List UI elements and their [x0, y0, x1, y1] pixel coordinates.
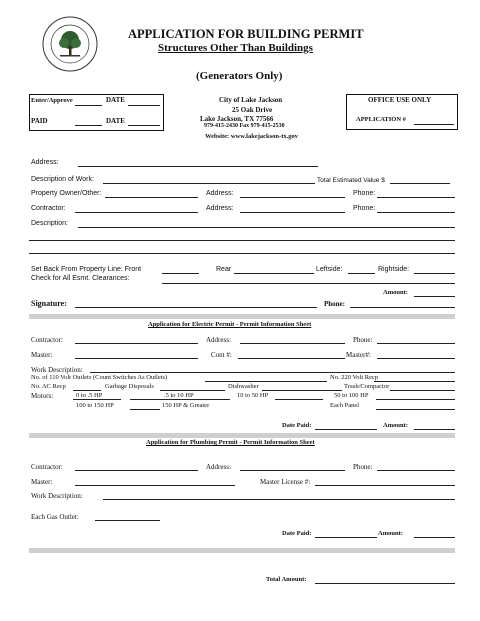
city-state-zip: Lake Jackson, TX 77566: [200, 115, 274, 123]
amount-label-1: Amount:: [383, 289, 408, 296]
owner-phone-label: Phone:: [353, 190, 376, 197]
total-estimated-value-field[interactable]: [390, 183, 450, 184]
each-panel-field[interactable]: [376, 409, 455, 410]
address-label: Address:: [31, 159, 59, 166]
motors-0-5-label: 0 to .5 HP: [76, 392, 103, 399]
motors-label: Motors:: [31, 392, 54, 400]
electric-amount-field[interactable]: [414, 429, 455, 430]
plumbing-contractor-label: Contractor:: [31, 463, 63, 471]
dishwasher-field[interactable]: [262, 390, 342, 391]
application-number-label: APPLICATION #: [356, 116, 406, 123]
signature-phone-label: Phone:: [324, 300, 345, 308]
setback-front-field[interactable]: [162, 273, 199, 274]
ac-recp-label: No. AC Recp: [31, 383, 66, 390]
plumbing-address-label: Address:: [206, 463, 231, 471]
plumbing-phone-field[interactable]: [377, 470, 455, 471]
enter-approve-field[interactable]: [75, 105, 102, 106]
total-amount-field[interactable]: [315, 583, 455, 584]
gas-outlet-label: Each Gas Outlet:: [31, 513, 79, 521]
city-name: City of Lake Jackson: [219, 96, 283, 104]
trash-compactor-label: Trash/Compactor: [344, 383, 390, 390]
electric-master-number-label: Master#:: [346, 351, 371, 359]
form-subtitle-generators: (Generators Only): [196, 70, 283, 82]
electric-date-paid-label: Date Paid:: [282, 422, 312, 429]
contractor-address-label: Address:: [206, 205, 234, 212]
setback-leftside-label: Leftside:: [316, 266, 343, 273]
setback-leftside-field[interactable]: [348, 273, 375, 274]
description-of-work-field[interactable]: [103, 183, 315, 184]
gas-outlet-field[interactable]: [95, 520, 160, 521]
description-field-1[interactable]: [78, 227, 455, 228]
electric-phone-field[interactable]: [377, 343, 455, 344]
motors-10-50-field[interactable]: [275, 399, 323, 400]
trash-compactor-field[interactable]: [390, 390, 455, 391]
motors-0-5-field[interactable]: [73, 399, 121, 400]
motors-5-10-field[interactable]: [130, 399, 230, 400]
city-street: 25 Oak Drive: [232, 106, 273, 114]
city-seal-logo: [42, 16, 98, 72]
motors-50-100-field[interactable]: [376, 399, 455, 400]
owner-phone-field[interactable]: [377, 197, 455, 198]
city-website: Website: www.lakejackson-tx.gov: [205, 133, 298, 140]
plumbing-master-license-field[interactable]: [315, 485, 455, 486]
motors-50-100-label: 50 to 100 HP: [334, 392, 369, 399]
motors-100-150-label: 100 to 150 HP: [76, 402, 114, 409]
plumbing-date-paid-label: Date Paid:: [282, 530, 312, 537]
address-field[interactable]: [78, 166, 318, 167]
plumbing-work-description-field[interactable]: [103, 499, 455, 500]
enter-approve-label: Enter/Approve: [31, 97, 73, 104]
electric-master-label: Master:: [31, 351, 53, 359]
motors-100-150-field[interactable]: [130, 409, 160, 410]
description-label: Description:: [31, 220, 68, 227]
form-title: APPLICATION FOR BUILDING PERMIT: [128, 27, 364, 41]
section-divider-plumbing: [29, 433, 455, 438]
owner-address-field[interactable]: [240, 197, 345, 198]
motors-5-10-label: .5 to 10 HP: [164, 392, 194, 399]
electric-amount-label: Amount:: [383, 422, 408, 429]
plumbing-address-field[interactable]: [240, 470, 345, 471]
plumbing-work-description-label: Work Description:: [31, 492, 83, 500]
paid-label: PAID: [31, 117, 48, 125]
contractor-field[interactable]: [75, 212, 198, 213]
electric-master-field[interactable]: [75, 358, 198, 359]
plumbing-master-license-label: Master License #:: [260, 478, 311, 486]
signature-label: Signature:: [31, 299, 67, 308]
dishwasher-label: Dishwasher: [228, 383, 259, 390]
electric-contractor-label: Contractor:: [31, 336, 63, 344]
date-label-2: DATE: [106, 117, 125, 125]
plumbing-amount-field[interactable]: [414, 537, 455, 538]
setback-rightside-label: Rightside:: [378, 266, 410, 273]
outlets-110-field[interactable]: [205, 381, 327, 382]
plumbing-master-label: Master:: [31, 478, 53, 486]
electric-cont-number-field[interactable]: [238, 358, 345, 359]
section-divider-total: [29, 548, 455, 553]
setback-rightside-field[interactable]: [414, 273, 455, 274]
garbage-disposals-label: Garbage Disposals: [105, 383, 154, 390]
description-field-3[interactable]: [29, 253, 455, 254]
setback-rear-label: Rear: [216, 266, 232, 273]
owner-address-label: Address:: [206, 190, 234, 197]
date-field-2[interactable]: [128, 125, 160, 126]
signature-field[interactable]: [75, 307, 317, 308]
ac-recp-field[interactable]: [73, 390, 101, 391]
outlets-110-label: No. of 110 Volt Outlets (Count Switches As Outlets): [31, 374, 168, 381]
electric-contractor-field[interactable]: [75, 343, 198, 344]
description-of-work-label: Description of Work:: [31, 176, 94, 183]
property-owner-label: Property Owner/Other:: [31, 190, 102, 197]
easement-clearance-field[interactable]: [162, 283, 455, 284]
office-use-title: OFFICE USE ONLY: [368, 96, 432, 104]
garbage-disposals-field[interactable]: [160, 390, 225, 391]
electric-address-field[interactable]: [240, 343, 345, 344]
electric-phone-label: Phone:: [353, 336, 373, 344]
total-estimated-value-label: Total Estimated Value $: [317, 177, 385, 184]
contractor-label: Contractor:: [31, 205, 66, 212]
plumbing-amount-label: Amount:: [378, 530, 403, 537]
electric-work-description-field[interactable]: [90, 372, 455, 373]
plumbing-master-field[interactable]: [75, 485, 235, 486]
property-owner-field[interactable]: [105, 197, 198, 198]
each-panel-label: Each Panel: [330, 402, 360, 409]
electric-cont-number-label: Cont #:: [211, 351, 232, 359]
volt-220-field[interactable]: [374, 381, 455, 382]
electric-date-paid-field[interactable]: [315, 429, 377, 430]
description-field-2[interactable]: [29, 240, 455, 241]
signature-phone-field[interactable]: [350, 307, 455, 308]
plumbing-date-paid-field[interactable]: [315, 537, 377, 538]
contractor-address-field[interactable]: [240, 212, 345, 213]
form-subtitle: Structures Other Than Buildings: [158, 42, 313, 54]
volt-220-label: No. 220 Volt Recp: [330, 374, 379, 381]
contractor-phone-label: Phone:: [353, 205, 376, 212]
contractor-phone-field[interactable]: [377, 212, 455, 213]
date-label-1: DATE: [106, 96, 125, 104]
setback-rear-field[interactable]: [234, 273, 314, 274]
plumbing-section-title: Application for Plumbing Permit - Permit Information Sheet: [146, 439, 315, 446]
city-phone-fax: 979-415-2430 Fax 979-415-2530: [204, 123, 285, 129]
application-number-field[interactable]: [414, 124, 454, 125]
date-field-1[interactable]: [128, 105, 160, 106]
electric-address-label: Address:: [206, 336, 231, 344]
electric-master-number-field[interactable]: [377, 358, 455, 359]
easement-clearance-label: Check for All Esmt. Clearances:: [31, 275, 130, 282]
amount-field-1[interactable]: [414, 296, 455, 297]
paid-field[interactable]: [75, 125, 102, 126]
plumbing-phone-label: Phone:: [353, 463, 373, 471]
section-divider-electric: [29, 314, 455, 319]
plumbing-contractor-field[interactable]: [75, 470, 198, 471]
motors-150-plus-label: 150 HP & Greater: [162, 402, 210, 409]
motors-10-50-label: 10 to 50 HP: [237, 392, 269, 399]
electric-section-title: Application for Electric Permit - Permit Information Sheet: [148, 321, 312, 328]
electric-work-description-label: Work Description:: [31, 366, 83, 374]
total-amount-label: Total Amount:: [266, 576, 307, 583]
setback-front-label: Set Back From Property Line: Front: [31, 266, 142, 273]
